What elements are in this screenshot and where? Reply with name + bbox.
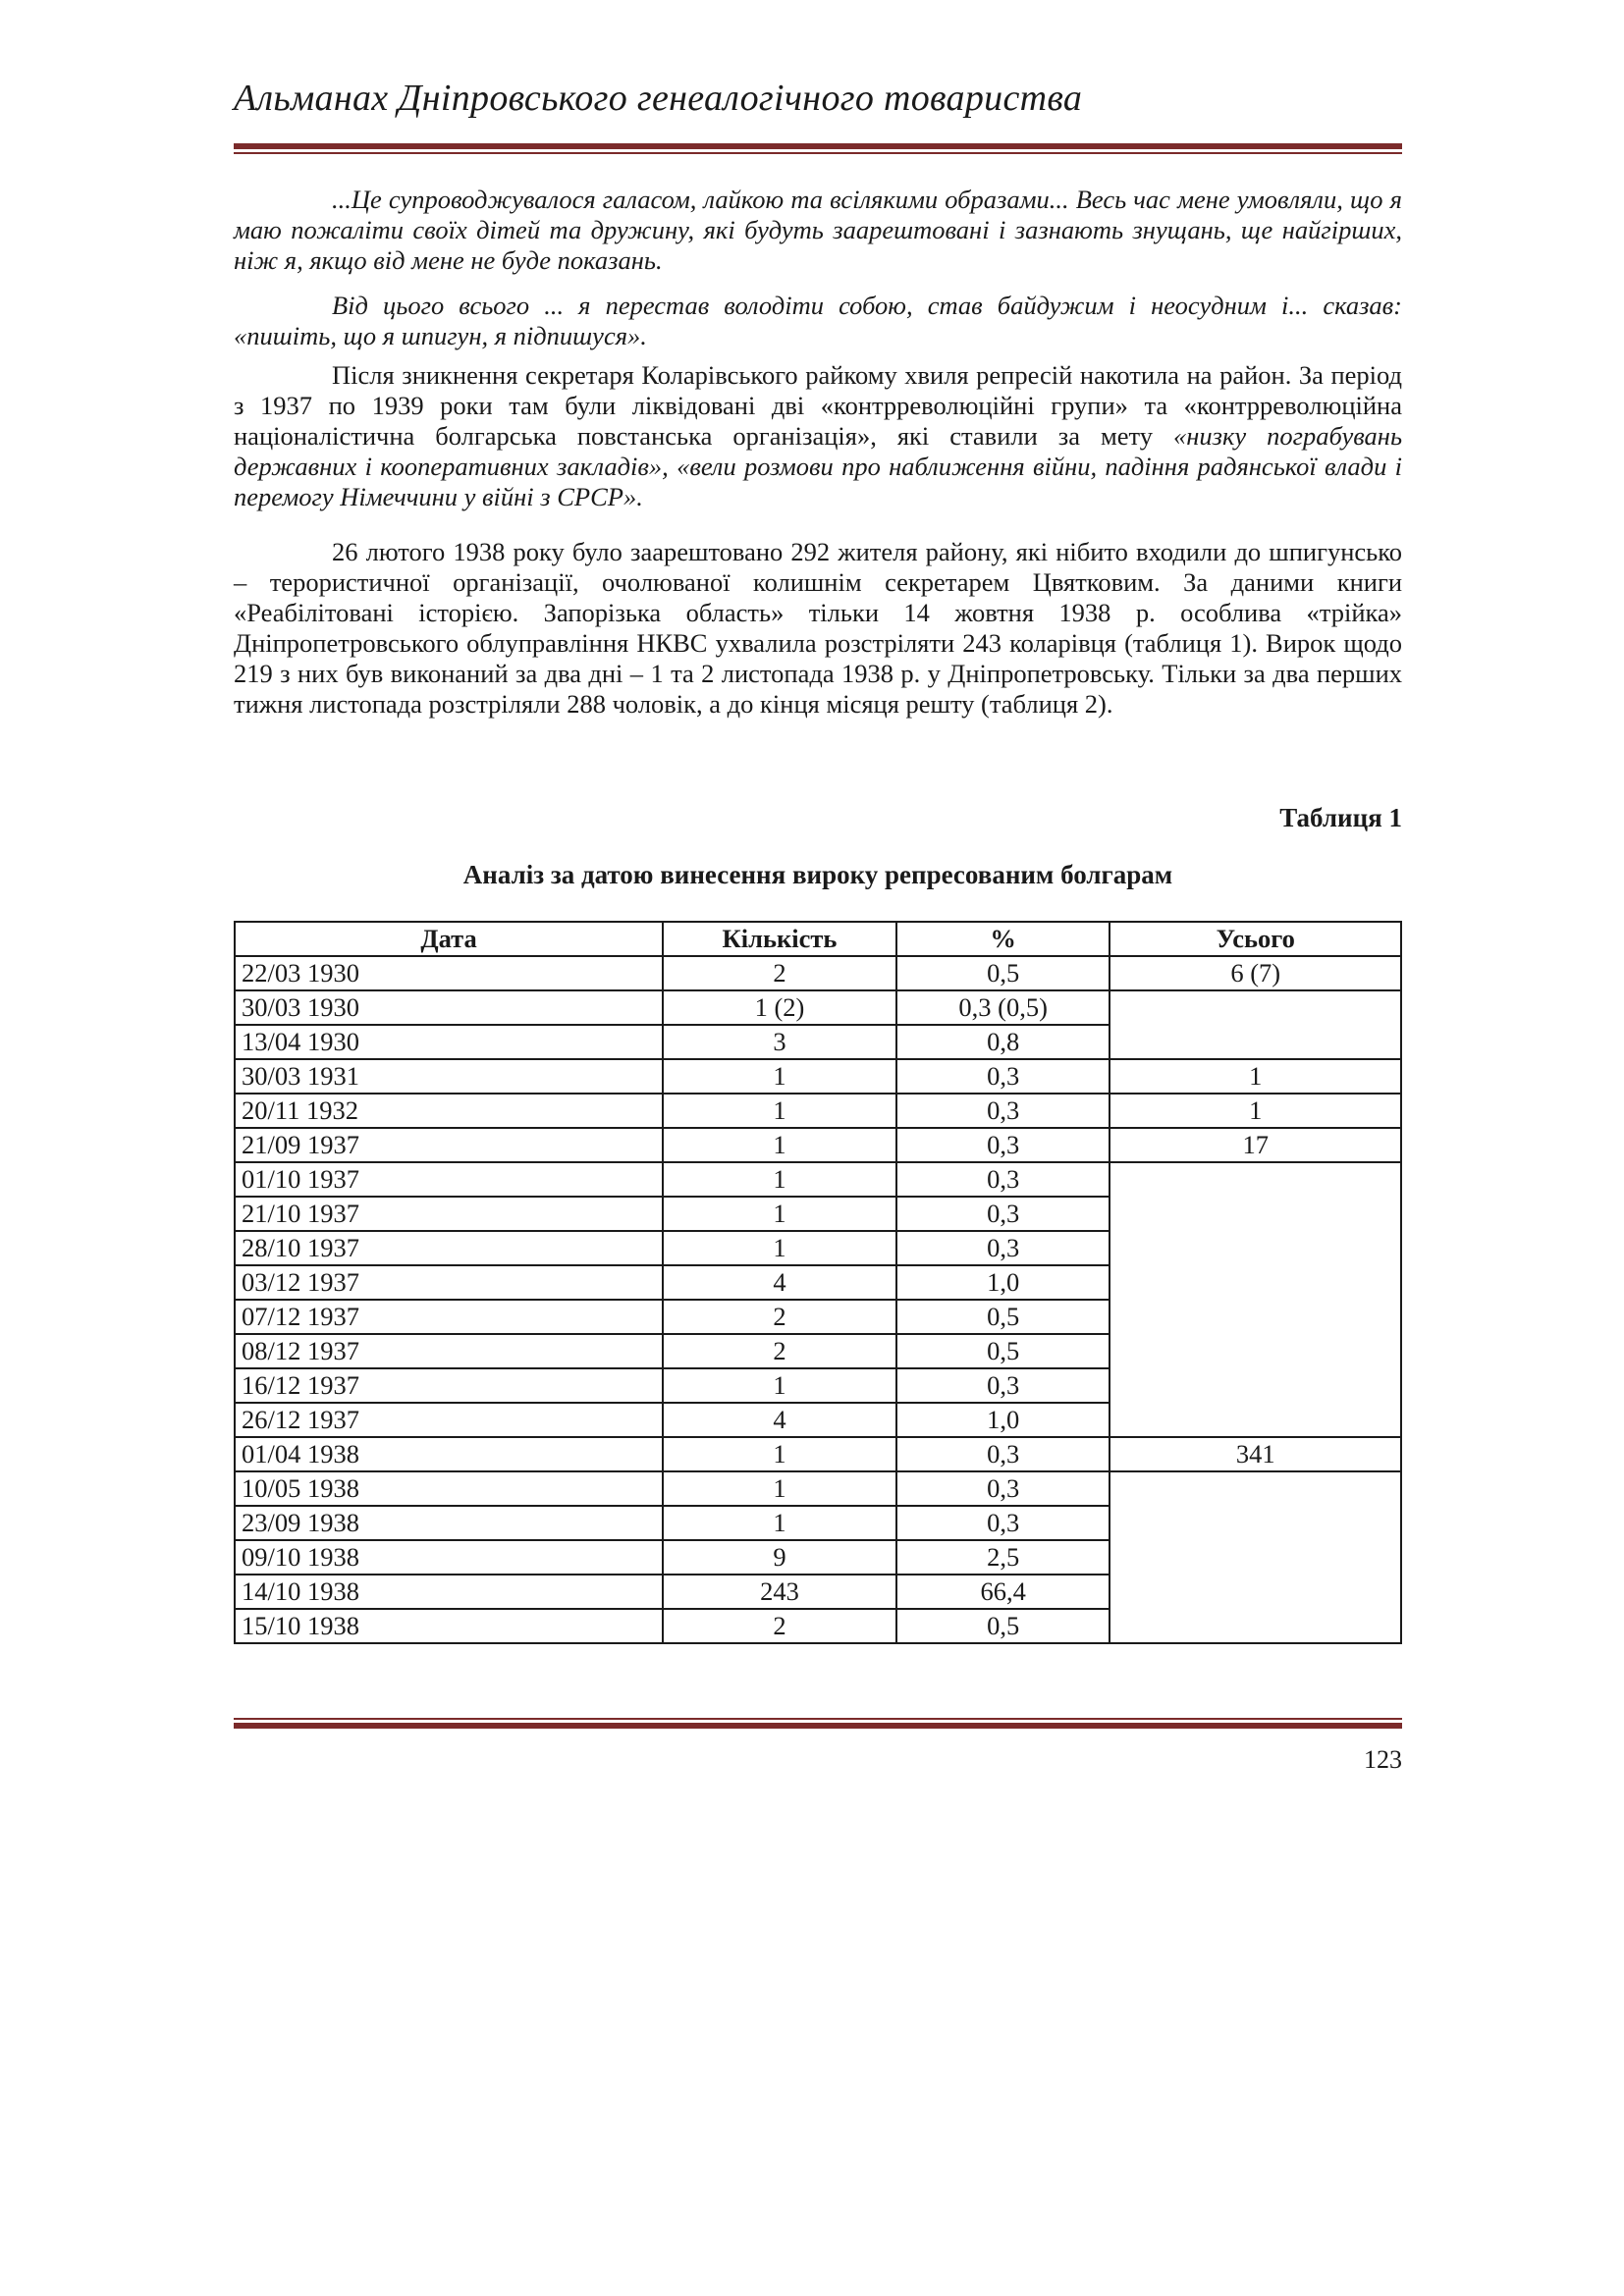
count-cell: 1 (663, 1437, 896, 1471)
percent-cell: 0,3 (896, 1437, 1110, 1471)
total-cell: 1 (1110, 1059, 1401, 1094)
total-cell (1110, 990, 1401, 1059)
table-row (235, 1437, 1401, 1471)
date-cell: 21/09 1937 (235, 1128, 663, 1162)
count-cell: 1 (2) (663, 990, 896, 1025)
percent-cell: 0,5 (896, 1300, 1110, 1334)
percent-cell: 0,8 (896, 1025, 1110, 1059)
percent-cell: 2,5 (896, 1540, 1110, 1575)
almanac-header-title: Альманах Дніпровського генеалогічного товариства (234, 78, 1083, 119)
table-row (235, 1162, 1401, 1197)
percent-cell: 0,5 (896, 956, 1110, 990)
percent-cell: 1,0 (896, 1403, 1110, 1437)
count-cell: 2 (663, 1334, 896, 1368)
date-cell: 09/10 1938 (235, 1540, 663, 1575)
table-caption: Аналіз за датою винесення вироку репресованим болгарам (462, 860, 1173, 889)
paragraph-1-quote: «низку пограбувань державних і кооперативних закладів», «вели розмови про наближення війни, падіння радянської влади і перемогу Німеччини у війні з СРСР». (234, 421, 1403, 511)
table-row (235, 1094, 1401, 1128)
count-cell: 243 (663, 1575, 896, 1609)
date-cell: 03/12 1937 (235, 1265, 663, 1300)
table-row (235, 1128, 1401, 1162)
percent-cell: 0,3 (896, 1471, 1110, 1506)
total-cell: 17 (1110, 1128, 1401, 1162)
percent-cell: 1,0 (896, 1265, 1110, 1300)
table-row (235, 1471, 1401, 1506)
total-cell: 1 (1110, 1094, 1401, 1128)
count-cell: 4 (663, 1403, 896, 1437)
percent-cell: 0,3 (896, 1368, 1110, 1403)
total-cell: 341 (1110, 1437, 1401, 1471)
paragraph-1-text: Після зникнення секретаря Коларівського райкому хвиля репресій накотила на район. За період з 1937 по 1939 роки там були ліквідовані дві «контрреволюційні групи» та «контрреволюційна націоналістична болгарська повстанська організація», які ставили за мету (234, 360, 1402, 451)
count-cell: 1 (663, 1231, 896, 1265)
percent-cell: 0,3 (896, 1197, 1110, 1231)
table-row (235, 1059, 1401, 1094)
table-row (235, 990, 1401, 1025)
date-cell: 16/12 1937 (235, 1368, 663, 1403)
date-cell: 10/05 1938 (235, 1471, 663, 1506)
date-cell: 15/10 1938 (235, 1609, 663, 1643)
percent-cell: 0,3 (896, 1128, 1110, 1162)
date-cell: 14/10 1938 (235, 1575, 663, 1609)
column-header-count: Кількість (663, 922, 896, 956)
percent-cell: 0,3 (896, 1162, 1110, 1197)
count-cell: 3 (663, 1025, 896, 1059)
count-cell: 1 (663, 1128, 896, 1162)
date-cell: 20/11 1932 (235, 1094, 663, 1128)
quote-paragraph-2: Від цього всього ... я перестав володіти собою, став байдужим і неосудним і... сказав: «пишіть, що я шпигун, я підпишуся». (234, 291, 1402, 350)
percent-cell: 0,5 (896, 1609, 1110, 1643)
count-cell: 9 (663, 1540, 896, 1575)
quote-paragraph-1: ...Це супроводжувалося галасом, лайкою та всілякими образами... Весь час мене умовляли, що я маю пожаліти своїх дітей та дружину, які будуть заарештовані і зазнають знущань, ще найгірших, ніж я, якщо від мене не буде показань. (234, 185, 1402, 275)
date-cell: 01/10 1937 (235, 1162, 663, 1197)
total-cell (1110, 1471, 1401, 1643)
table-header-row (235, 922, 1401, 956)
total-cell (1110, 1162, 1401, 1437)
body-paragraph-2: 26 лютого 1938 року було заарештовано 292 жителя району, які нібито входили до шпигунсько – терористичної організації, очолюваної колишнім секретарем Цвятковим. За даними книги «Реабілітовані історією. Запорізька область» тільки 14 жовтня 1938 р. особлива «трійка» Дніпропетровського облуправління НКВС ухвалила розстріляти 243 коларівця (таблиця 1). Вирок щодо 219 з них був виконаний за два дні – 1 та 2 листопада 1938 р. у Дніпропетровську. Тільки за два перших тижня листопада розстріляли 288 чоловік, а до кінця місяця решту (таблиця 2). (234, 537, 1402, 719)
table-body (235, 956, 1401, 1643)
date-cell: 28/10 1937 (235, 1231, 663, 1265)
percent-cell: 66,4 (896, 1575, 1110, 1609)
page-number: 123 (1364, 1745, 1402, 1774)
percent-cell: 0,3 (896, 1094, 1110, 1128)
date-cell: 21/10 1937 (235, 1197, 663, 1231)
date-cell: 08/12 1937 (235, 1334, 663, 1368)
count-cell: 1 (663, 1471, 896, 1506)
count-cell: 1 (663, 1368, 896, 1403)
count-cell: 1 (663, 1059, 896, 1094)
percent-cell: 0,3 (0,5) (896, 990, 1110, 1025)
count-cell: 1 (663, 1506, 896, 1540)
date-cell: 30/03 1930 (235, 990, 663, 1025)
count-cell: 2 (663, 1300, 896, 1334)
percent-cell: 0,3 (896, 1506, 1110, 1540)
sentence-date-table (234, 921, 1402, 1644)
footer-divider (234, 1718, 1402, 1729)
date-cell: 30/03 1931 (235, 1059, 663, 1094)
table-row (235, 956, 1401, 990)
date-cell: 22/03 1930 (235, 956, 663, 990)
header-divider (234, 143, 1402, 154)
percent-cell: 0,3 (896, 1231, 1110, 1265)
date-cell: 23/09 1938 (235, 1506, 663, 1540)
body-paragraph-1 (234, 360, 1402, 512)
count-cell: 2 (663, 956, 896, 990)
date-cell: 26/12 1937 (235, 1403, 663, 1437)
table-label: Таблиця 1 (1279, 803, 1402, 832)
count-cell: 2 (663, 1609, 896, 1643)
percent-cell: 0,5 (896, 1334, 1110, 1368)
total-cell: 6 (7) (1110, 956, 1401, 990)
column-header-date: Дата (235, 922, 663, 956)
date-cell: 07/12 1937 (235, 1300, 663, 1334)
count-cell: 4 (663, 1265, 896, 1300)
date-cell: 13/04 1930 (235, 1025, 663, 1059)
column-header-total: Усього (1110, 922, 1401, 956)
column-header-percent: % (896, 922, 1110, 956)
date-cell: 01/04 1938 (235, 1437, 663, 1471)
count-cell: 1 (663, 1197, 896, 1231)
count-cell: 1 (663, 1094, 896, 1128)
count-cell: 1 (663, 1162, 896, 1197)
percent-cell: 0,3 (896, 1059, 1110, 1094)
